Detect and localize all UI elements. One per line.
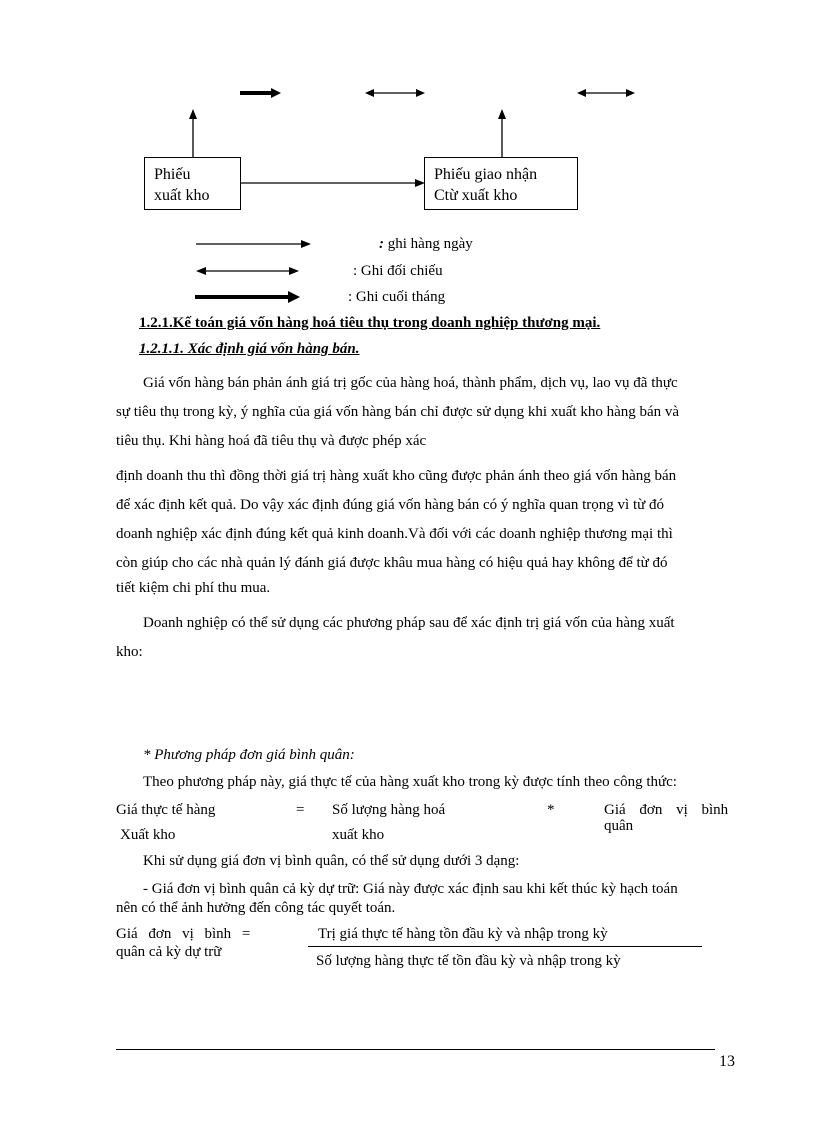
forms-intro: Khi sử dụng giá đơn vị bình quân, có thể sử dụng dưới 3 dạng:	[143, 853, 520, 869]
heading-1: 1.2.1.Kế toán giá vốn hàng hoá tiêu thụ trong doanh nghiệp thương mại.	[139, 315, 601, 331]
legend-arrow-thick	[195, 291, 300, 303]
box-phieu-giao-nhan	[424, 157, 578, 210]
box-right-line2: Ctừ xuất kho	[434, 187, 518, 204]
formula1-a1: Giá thực tế hàng	[116, 802, 216, 818]
formula1-c1: Giá đơn vị bình	[604, 802, 729, 818]
legend-arrow-double	[196, 267, 299, 275]
p2-line4: còn giúp cho các nhà quản lý đánh giá được khâu mua hàng có hiệu quả hay không để từ đó	[116, 555, 668, 571]
dash1-line1: - Giá đơn vị bình quân cả kỳ dự trữ: Giá này được xác định sau khi kết thúc kỳ hạch toán	[143, 881, 678, 897]
formula1-b1: Số lượng hàng hoá	[332, 802, 446, 818]
formula2-left2: quân cả kỳ dự trữ	[116, 944, 222, 960]
arrow-double-top-1	[365, 89, 425, 97]
p1-line3: tiêu thụ. Khi hàng hoá đã tiêu thụ và được phép xác	[116, 433, 427, 449]
heading-2: 1.2.1.1. Xác định giá vốn hàng bán.	[139, 341, 360, 357]
box-left-line2: xuất kho	[154, 187, 210, 204]
p3-line2: kho:	[116, 644, 143, 660]
formula1-b2: xuất kho	[332, 827, 385, 843]
formula1-eq: =	[296, 802, 305, 818]
arrow-double-top-2	[577, 89, 635, 97]
formula2-numerator: Trị giá thực tế hàng tồn đầu kỳ và nhập trong kỳ	[318, 926, 608, 942]
legend-daily-text: ghi hàng ngày	[384, 236, 473, 252]
p2-line5: tiết kiệm chi phí thu mua.	[116, 580, 271, 596]
arrow-thick-top	[240, 88, 281, 98]
box-phieu-xuat-kho	[144, 157, 241, 210]
arrow-up-right	[498, 109, 506, 157]
legend-daily: : ghi hàng ngày	[379, 236, 473, 252]
fraction-bar	[308, 946, 702, 947]
p2-line1: định doanh thu thì đồng thời giá trị hàng xuất kho cũng được phản ánh theo giá vốn hàng bán	[116, 468, 677, 484]
formula1-star: *	[547, 802, 555, 818]
box-right-line1: Phiếu giao nhận	[434, 166, 538, 183]
footer-rule	[116, 1049, 715, 1050]
legend-month-end: : Ghi cuối tháng	[348, 289, 446, 305]
p3-line1: Doanh nghiệp có thể sử dụng các phương pháp sau để xác định trị giá vốn của hàng xuất	[143, 615, 675, 631]
box-left-line1: Phiếu	[154, 166, 191, 183]
formula1-a2: Xuất kho	[120, 827, 176, 843]
arrow-up-left	[189, 109, 197, 157]
method-title: * Phương pháp đơn giá bình quân:	[143, 747, 355, 763]
p2-line2: để xác định kết quả. Do vậy xác định đúng giá vốn hàng bán có ý nghĩa quan trọng vì từ đó	[116, 497, 665, 513]
legend-arrow-single	[196, 240, 311, 248]
p1-line1: Giá vốn hàng bán phản ánh giá trị gốc của hàng hoá, thành phẩm, dịch vụ, lao vụ đã thực	[143, 375, 678, 391]
legend-reconcile: : Ghi đối chiếu	[353, 263, 443, 279]
formula2-left1: Giá đơn vị bình =	[116, 926, 251, 942]
page-number: 13	[719, 1053, 735, 1070]
dash1-line2: nên có thể ảnh hưởng đến công tác quyết toán.	[116, 900, 396, 916]
p1-line2: sự tiêu thụ trong kỳ, ý nghĩa của giá vốn hàng bán chỉ được sử dụng khi xuất kho hàng bán và	[116, 404, 680, 420]
arrow-box-connector	[241, 179, 425, 187]
formula2-denominator: Số lượng hàng thực tế tồn đầu kỳ và nhập trong kỳ	[316, 953, 621, 969]
formula1-c2: quân	[604, 818, 634, 834]
p2-line3: doanh nghiệp xác định đúng kết quả kinh doanh.Và đối với các doanh nghiệp thương mại thì	[116, 526, 673, 542]
method-intro: Theo phương pháp này, giá thực tế của hàng xuất kho trong kỳ được tính theo công thức:	[143, 774, 677, 790]
